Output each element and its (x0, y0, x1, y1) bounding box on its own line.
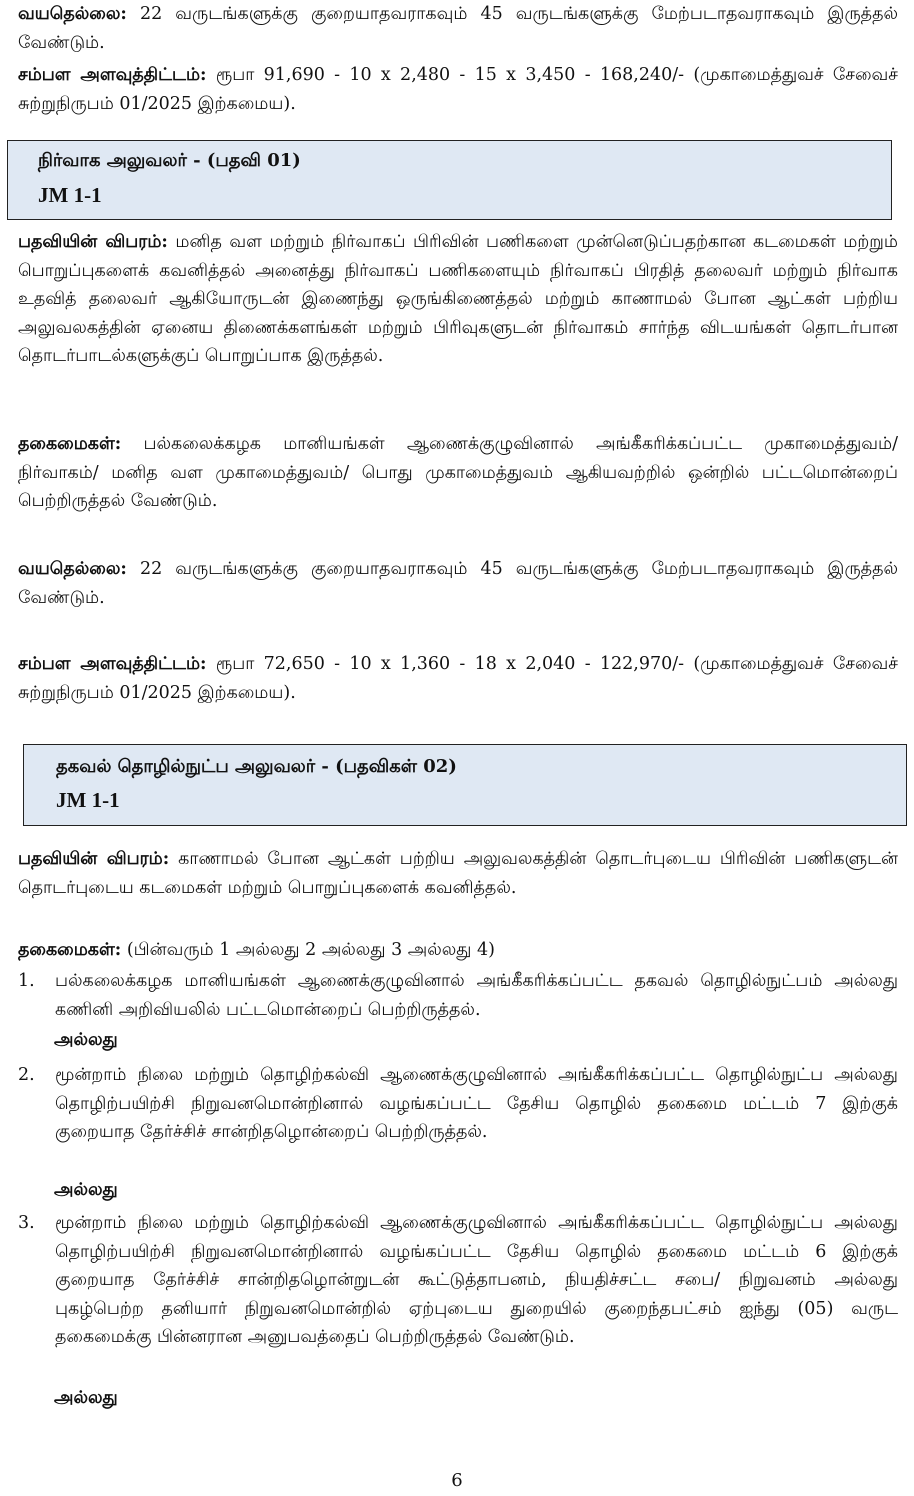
or-label: அல்லது (54, 1388, 118, 1408)
or-label: அல்லது (54, 1180, 118, 1200)
post-header-box (23, 744, 907, 826)
post-description-paragraph (18, 228, 898, 371)
age-limit-text: 22 வருடங்களுக்கு குறையாதவராகவும் 45 வருடங்களுக்கு மேற்படாதவராகவும் இருத்தல் வேண்டும். (18, 4, 898, 53)
post-code: JM 1-1 (38, 183, 102, 207)
post-description-paragraph (18, 845, 898, 902)
post-title: நிர்வாக அலுவலர் - (பதவி 01) (38, 150, 301, 171)
salary-scale-label: சம்பள அளவுத்திட்டம்: (18, 654, 207, 674)
qualifications-paragraph (18, 430, 898, 516)
post-code: JM 1-1 (56, 788, 120, 812)
age-limit-paragraph (18, 555, 898, 612)
post-title: தகவல் தொழில்நுட்ப அலுவலர் - (பதவிகள் 02) (56, 756, 457, 777)
age-limit-paragraph (18, 0, 898, 57)
salary-scale-text: ரூபா 72,650 - 10 x 1,360 - 18 x 2,040 - 122,970/- (முகாமைத்துவச் சேவைச் சுற்றுநிருபம் 01/2025 இற்கமைய). (18, 654, 898, 703)
age-limit-label: வயதெல்லை: (18, 559, 127, 579)
qualifications-label: தகைமைகள்: (18, 434, 122, 454)
salary-scale-paragraph (18, 650, 898, 707)
post-description-text: மனித வள மற்றும் நிர்வாகப் பிரிவின் பணிகளை முன்னெடுப்பதற்கான கடமைகள் மற்றும் பொறுப்புகளைக் கவனித்தல் அனைத்து நிர்வாகப் பணிகளையும் நிர்வாகப் பிரதித் தலைவர் மற்றும் நிர்வாக உதவித் தலைவர் ஆகியோருடன் இணைந்து ஒருங்கிணைத்தல் மற்றும் காணாமல் போன ஆட்கள் பற்றிய அலுவலகத்தின் ஏனைய திணைக்களங்கள் மற்றும் பிரிவுகளுடன் நிர்வாகம் சார்ந்த விடயங்கள் தொடர்பான தொடர்பாடல்களுக்குப் பொறுப்பாக இருத்தல். (18, 232, 898, 366)
post-header-box (7, 140, 892, 220)
item-text: மூன்றாம் நிலை மற்றும் தொழிற்கல்வி ஆணைக்குழுவினால் அங்கீகரிக்கப்பட்ட தொழில்நுட்ப அல்லது தொழிற்பயிற்சி நிறுவனமொன்றினால் வழங்கப்பட்ட தேசிய தொழில் தகைமை மட்டம் 7 இற்குக் குறையாத தேர்ச்சிச் சான்றிதழொன்றைப் பெற்றிருத்தல். (55, 1065, 898, 1142)
age-limit-label: வயதெல்லை: (18, 4, 127, 24)
item-text: பல்கலைக்கழக மானியங்கள் ஆணைக்குழுவினால் அங்கீகரிக்கப்பட்ட தகவல் தொழில்நுட்பம் அல்லது கணினி அறிவியலில் பட்டமொன்றைப் பெற்றிருத்தல். (55, 971, 898, 1020)
qualifications-paragraph (18, 936, 898, 965)
age-limit-text: 22 வருடங்களுக்கு குறையாதவராகவும் 45 வருடங்களுக்கு மேற்படாதவராகவும் இருத்தல் வேண்டும். (18, 559, 898, 608)
item-number: 2. (18, 1065, 35, 1085)
salary-scale-label: சம்பள அளவுத்திட்டம்: (18, 65, 207, 85)
page-number: 6 (451, 1470, 463, 1491)
qualifications-text: (பின்வரும் 1 அல்லது 2 அல்லது 3 அல்லது 4) (126, 940, 495, 960)
salary-scale-text: ரூபா 91,690 - 10 x 2,480 - 15 x 3,450 - 168,240/- (முகாமைத்துவச் சேவைச் சுற்றுநிருபம் 01/2025 இற்கமைய). (18, 65, 898, 114)
post-description-text: காணாமல் போன ஆட்கள் பற்றிய அலுவலகத்தின் தொடர்புடைய பிரிவின் பணிகளுடன் தொடர்புடைய கடமைகள் மற்றும் பொறுப்புகளைக் கவனித்தல். (18, 849, 898, 898)
qualifications-label: தகைமைகள்: (18, 940, 122, 960)
or-label: அல்லது (54, 1030, 118, 1050)
salary-scale-paragraph (18, 61, 898, 118)
post-description-label: பதவியின் விபரம்: (18, 232, 168, 252)
item-text: மூன்றாம் நிலை மற்றும் தொழிற்கல்வி ஆணைக்குழுவினால் அங்கீகரிக்கப்பட்ட தொழில்நுட்ப அல்லது தொழிற்பயிற்சி நிறுவனமொன்றினால் வழங்கப்பட்ட தேசிய தொழில் தகைமை மட்டம் 6 இற்குக் குறையாத தேர்ச்சிச் சான்றிதழொன்றுடன் கூட்டுத்தாபனம், நியதிச்சட்ட சபை/ நிறுவனம் அல்லது புகழ்பெற்ற தனியார் நிறுவனமொன்றில் ஏற்புடைய துறையில் குறைந்தபட்சம் ஐந்து (05) வருட தகைமைக்கு பின்னரான அனுபவத்தைப் பெற்றிருத்தல் வேண்டும். (55, 1213, 898, 1347)
post-description-label: பதவியின் விபரம்: (18, 849, 170, 869)
item-number: 1. (18, 971, 35, 991)
item-number: 3. (18, 1213, 35, 1233)
qualifications-text: பல்கலைக்கழக மானியங்கள் ஆணைக்குழுவினால் அங்கீகரிக்கப்பட்ட முகாமைத்துவம்/ நிர்வாகம்/ மனித வள முகாமைத்துவம்/ பொது முகாமைத்துவம் ஆகியவற்றில் ஒன்றில் பட்டமொன்றைப் பெற்றிருத்தல் வேண்டும். (18, 434, 898, 511)
